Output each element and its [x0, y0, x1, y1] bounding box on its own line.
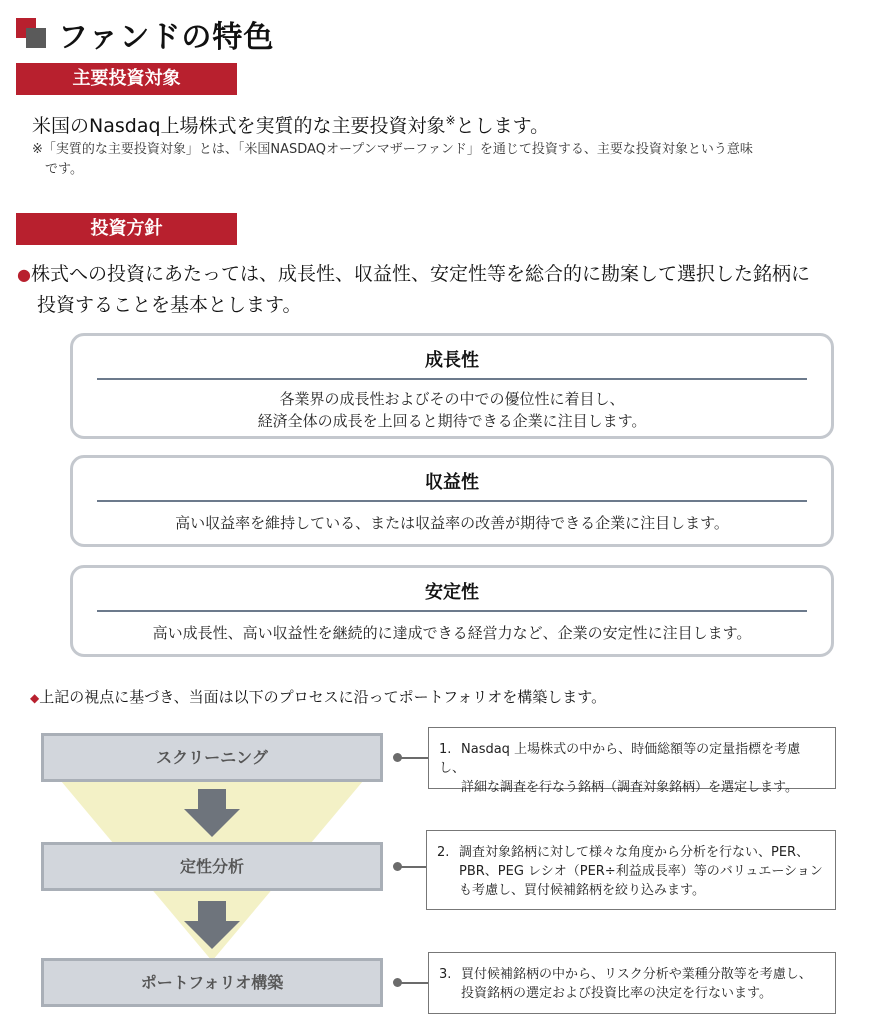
process-desc-1: 1. Nasdaq 上場株式の中から、時価総額等の定量指標を考慮し、 詳細な調査を行なう銘柄（調査対象銘柄）を選定します。	[428, 727, 836, 789]
connector-line	[398, 757, 428, 759]
footnote-line: です。	[45, 162, 83, 177]
page-title: ファンドの特色	[58, 20, 275, 55]
process-desc-3: 3. 買付候補銘柄の中から、リスク分析や業種分散等を考慮し、 投資銘柄の選定および投資比率の決定を行ないます。	[428, 952, 836, 1014]
diamond-icon: ◆	[30, 691, 40, 705]
process-desc-2: 2. 調査対象銘柄に対して様々な角度から分析を行ない、PER、 PBR、PEG レシオ（PER÷利益成長率）等のバリュエーション も考慮し、買付候補銘柄を絞り込みます。	[426, 830, 836, 910]
section-heading-target: 主要投資対象	[16, 63, 237, 95]
policy-line: 株式への投資にあたっては、成長性、収益性、安定性等を総合的に勘案して選択した銘柄に	[30, 263, 810, 285]
target-main-text	[32, 111, 549, 138]
process-intro	[30, 686, 606, 707]
feature-title: 収益性	[425, 472, 479, 493]
feature-desc: 各業界の成長性およびその中での優位性に着目し、 経済全体の成長を上回ると期待できる企業に注目します。	[257, 390, 647, 430]
divider	[97, 378, 807, 380]
title-marker-icon	[16, 18, 46, 48]
feature-desc: 高い収益率を維持している、または収益率の改善が期待できる企業に注目します。	[175, 514, 729, 532]
divider	[97, 610, 807, 612]
target-suffix: とします。	[455, 115, 550, 137]
down-arrow-icon	[182, 789, 242, 839]
step-number: 1.	[439, 742, 452, 757]
feature-title: 成長性	[425, 350, 479, 371]
divider	[97, 500, 807, 502]
target-footnote	[32, 140, 892, 180]
feature-box-growth	[70, 333, 834, 439]
feature-box-profitability	[70, 455, 834, 547]
footnote-mark: ※	[445, 113, 456, 128]
step-number: 3.	[439, 967, 452, 982]
section-heading-policy: 投資方針	[16, 213, 237, 245]
process-step-qualitative: 定性分析	[41, 842, 383, 891]
bullet-icon: ●	[17, 265, 31, 284]
step-number: 2.	[437, 845, 450, 860]
connector-line	[398, 866, 426, 868]
process-intro-text: 上記の視点に基づき、当面は以下のプロセスに沿ってポートフォリオを構築します。	[39, 688, 607, 706]
footnote-line: ※「実質的な主要投資対象」とは、「米国NASDAQオープンマザーファンド」を通じて投資する、主要な投資対象という意味	[32, 142, 753, 157]
feature-desc: 高い成長性、高い収益性を継続的に達成できる経営力など、企業の安定性に注目します。	[152, 624, 752, 642]
policy-line: 投資することを基本とします。	[37, 294, 302, 316]
process-step-portfolio: ポートフォリオ構築	[41, 958, 383, 1007]
feature-box-stability	[70, 565, 834, 657]
feature-title: 安定性	[425, 582, 479, 603]
connector-line	[398, 982, 428, 984]
policy-text	[17, 259, 892, 320]
process-step-screening: スクリーニング	[41, 733, 383, 782]
target-text: 米国のNasdaq上場株式を実質的な主要投資対象	[32, 115, 446, 137]
down-arrow-icon	[182, 901, 242, 951]
